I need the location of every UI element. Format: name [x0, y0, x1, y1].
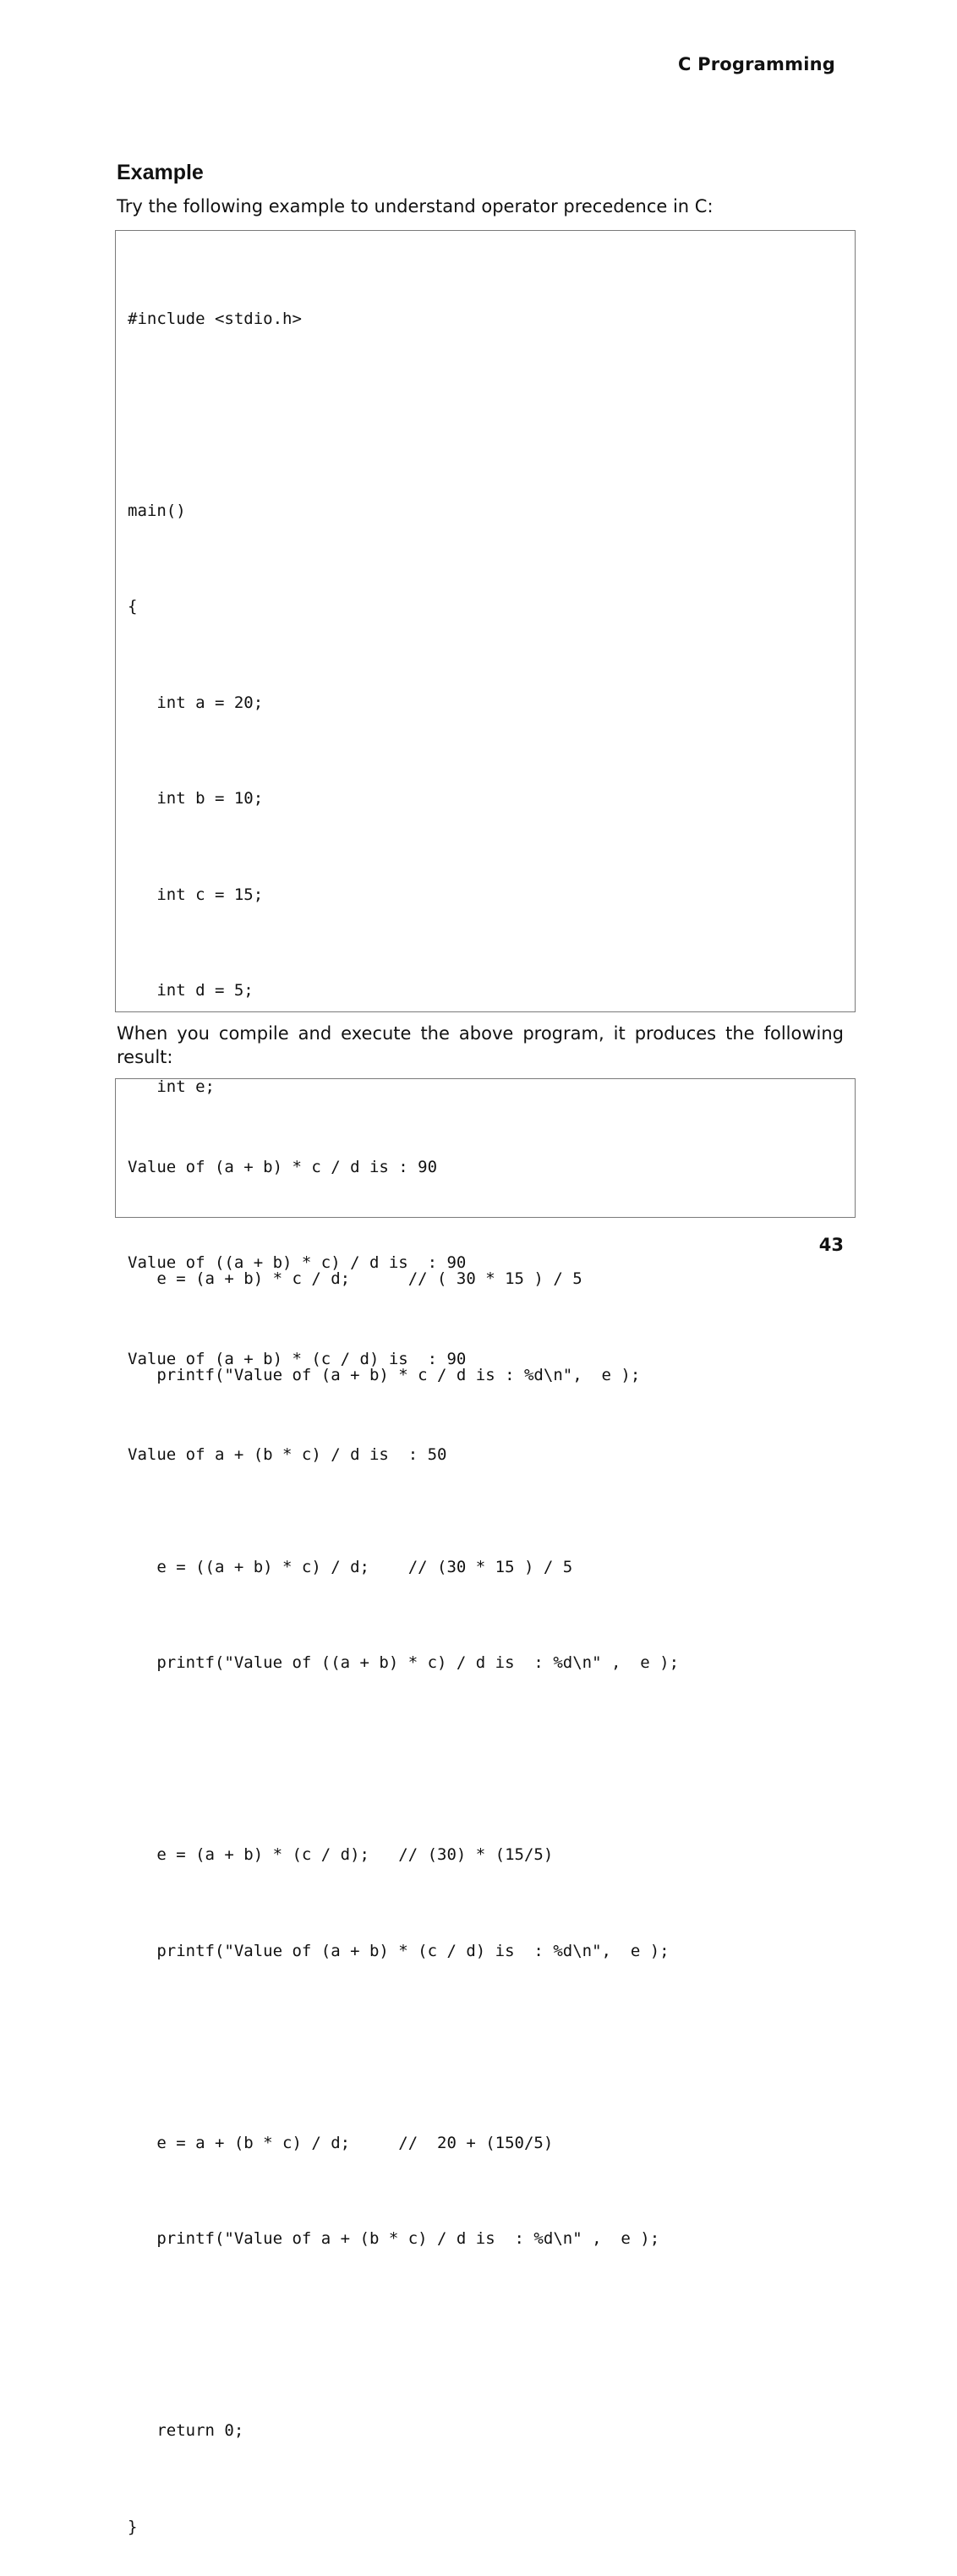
output-line: Value of (a + b) * (c / d) is : 90 — [128, 1349, 467, 1368]
code-line: } — [128, 2517, 138, 2536]
output-line: Value of (a + b) * c / d is : 90 — [128, 1157, 438, 1176]
running-header: C Programming — [677, 54, 835, 74]
code-line: int b = 10; — [128, 789, 264, 808]
code-line: int a = 20; — [128, 693, 264, 712]
code-line: int d = 5; — [128, 981, 254, 1000]
code-line: printf("Value of a + (b * c) / d is : %d\n" , e ); — [128, 2229, 660, 2249]
page-number: 43 — [818, 1235, 844, 1255]
code-line: { — [128, 597, 138, 617]
code-line: e = (a + b) * c / d; // ( 30 * 15 ) / 5 — [128, 1269, 582, 1288]
code-line — [128, 1744, 855, 1776]
code-line: int c = 15; — [128, 885, 264, 904]
code-line — [128, 2320, 855, 2352]
output-line: Value of a + (b * c) / d is : 50 — [128, 1445, 447, 1465]
code-line: int e; — [128, 1077, 215, 1096]
code-line — [128, 399, 855, 431]
code-line: main() — [128, 501, 186, 520]
code-line: printf("Value of (a + b) * (c / d) is : %d\n", e ); — [128, 1941, 670, 1960]
code-line: e = a + (b * c) / d; // 20 + (150/5) — [128, 2133, 554, 2152]
intro-paragraph: Try the following example to understand operator precedence in C: — [117, 196, 714, 216]
code-line: printf("Value of (a + b) * c / d is : %d\n", e ); — [128, 1365, 641, 1384]
section-heading: Example — [117, 161, 204, 184]
code-line: e = (a + b) * (c / d); // (30) * (15/5) — [128, 1845, 554, 1865]
code-line: #include <stdio.h> — [128, 309, 302, 328]
code-line: printf("Value of ((a + b) * c) / d is : %d\n" , e ); — [128, 1653, 680, 1673]
output-line: Value of ((a + b) * c) / d is : 90 — [128, 1253, 467, 1273]
code-line: return 0; — [128, 2421, 244, 2441]
code-line: e = ((a + b) * c) / d; // (30 * 15 ) / 5 — [128, 1557, 573, 1576]
result-paragraph: When you compile and execute the above program, it produces the following result: — [117, 1023, 844, 1067]
code-line — [128, 2031, 855, 2064]
